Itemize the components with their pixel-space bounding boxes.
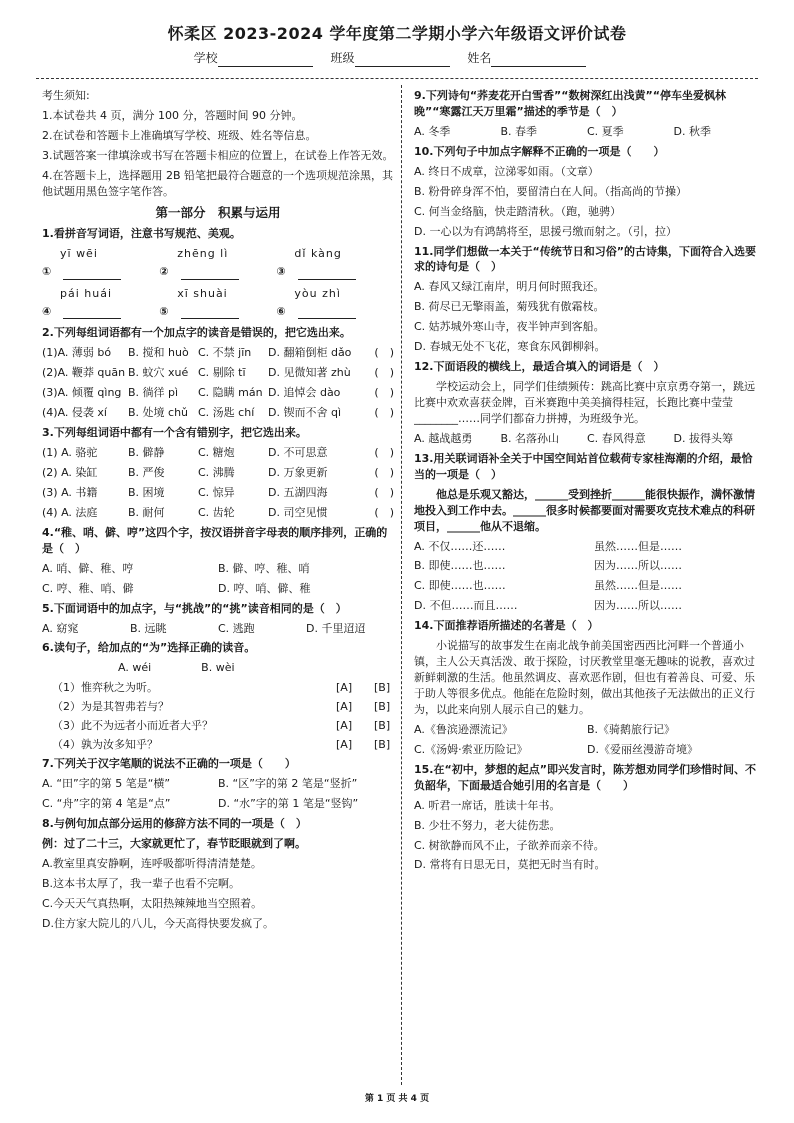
- option: B. 困境: [128, 485, 165, 499]
- q1-pinyin-row: [42, 246, 394, 262]
- notice-item: 2.在试卷和答题卡上准确填写学校、班级、姓名等信息。: [42, 128, 317, 142]
- q6-item: [42, 718, 394, 734]
- notice-item: 1.本试卷共 4 页，满分 100 分，答题时间 90 分钟。: [42, 108, 303, 122]
- q5-options: [42, 621, 394, 637]
- q3-row: [42, 445, 394, 461]
- q6-readings: [42, 660, 394, 676]
- page-footer: 第 1 页 共 4 页: [364, 1094, 430, 1104]
- option: C. 不禁 jīn: [198, 346, 252, 360]
- option[interactable]: C. 何当金络脑，快走踏清秋。（跑，驰骋）: [414, 204, 622, 218]
- q1-blank-row: [42, 304, 394, 320]
- option[interactable]: C. 姑苏城外寒山寺，夜半钟声到客船。: [414, 320, 605, 334]
- pinyin: pái huái: [60, 286, 113, 300]
- option: (3) A. 书籍: [42, 485, 98, 499]
- option[interactable]: A. 春风又绿江南岸，明月何时照我还。: [414, 280, 605, 294]
- option[interactable]: A. “田”字的第 5 笔是“横”: [42, 777, 171, 790]
- option: D. 锲而不舍 qì: [268, 406, 341, 420]
- choice-b[interactable]: [B]: [374, 700, 391, 714]
- q13-option-row[interactable]: [414, 558, 760, 574]
- option[interactable]: B.《骑鹅旅行记》: [587, 722, 676, 736]
- choice-a[interactable]: [A]: [336, 738, 353, 752]
- choice-b[interactable]: [B]: [374, 681, 391, 695]
- name-label: 姓名: [467, 51, 492, 65]
- option[interactable]: D. 常将有日思无日，莫把无时当有时。: [414, 858, 606, 872]
- option[interactable]: C.《汤姆·索亚历险记》: [414, 742, 528, 756]
- option: C. 即使……也……: [414, 579, 506, 593]
- option: (4) A. 法庭: [42, 505, 98, 519]
- option[interactable]: D. 秋季: [673, 124, 711, 138]
- blank-marker: ①: [42, 264, 52, 278]
- q4-options: [42, 581, 394, 597]
- student-info-line: [0, 50, 794, 67]
- choice-a[interactable]: [A]: [336, 681, 353, 695]
- option[interactable]: D.住方家大院儿的八儿，今天高得快要发疯了。: [42, 916, 274, 930]
- q14-options: [414, 722, 760, 738]
- q13-stem: 13.用关联词语补全关于中国空间站首位载荷专家桂海潮的介绍，最恰当的一项是（ ）: [414, 451, 753, 481]
- option: (3)A. 倾覆 qìng: [42, 386, 122, 400]
- option: B. 徜徉 pì: [128, 386, 179, 400]
- answer-blank[interactable]: [298, 269, 356, 280]
- sentence: （1）惟弈秋之为听。: [52, 681, 158, 695]
- option[interactable]: A. 越战越勇: [414, 431, 473, 445]
- answer-blank[interactable]: [63, 308, 121, 319]
- answer-paren[interactable]: ( ): [374, 505, 394, 519]
- option-second: 虽然……但是……: [594, 579, 682, 593]
- option-second: 虽然……但是……: [594, 539, 682, 553]
- name-field[interactable]: [491, 54, 586, 67]
- option[interactable]: B. 远眺: [130, 621, 167, 635]
- option: C. 沸腾: [198, 466, 235, 479]
- q7-stem: 7.下列关于汉字笔顺的说法不正确的一项是（ ）: [42, 757, 296, 771]
- q9-options: [414, 124, 760, 140]
- option: D. 司空见惯: [268, 505, 328, 519]
- option: B. 蚊穴 xué: [128, 366, 189, 380]
- option: D. 翻箱倒柜 dǎo: [268, 346, 352, 360]
- sentence: （3）此不为远者小而近者大乎？: [52, 719, 213, 733]
- option[interactable]: A. 窈窕: [42, 621, 79, 635]
- pinyin: yī wēi: [60, 246, 98, 260]
- option[interactable]: C. 哼、稚、哨、僻: [42, 581, 134, 595]
- option: (2) A. 染缸: [42, 466, 98, 479]
- option: (1)A. 薄弱 bó: [42, 346, 112, 360]
- blank-marker: ④: [42, 304, 52, 318]
- q2-row: [42, 385, 394, 401]
- option: D. 不可思意: [268, 446, 328, 460]
- column-divider: [401, 85, 402, 1085]
- choice-a[interactable]: [A]: [336, 700, 353, 714]
- option[interactable]: A.教室里真安静啊，连呼吸都听得清清楚楚。: [42, 856, 262, 870]
- q3-row: [42, 505, 394, 521]
- option: C. 齿轮: [198, 505, 235, 519]
- q8-example: 例：过了二十三，大家就更忙了，春节眨眼就到了啊。: [42, 836, 306, 850]
- blank-marker: ⑥: [276, 304, 286, 318]
- option[interactable]: B. 粉骨碎身浑不怕，要留清白在人间。（指高尚的节操）: [414, 184, 688, 198]
- q8-stem: 8.与例句加点部分运用的修辞方法不同的一项是（ ）: [42, 816, 307, 830]
- option[interactable]: A. 听君一席话，胜读十年书。: [414, 798, 561, 812]
- option: B. 搅和 huò: [128, 346, 189, 360]
- q14-stem: 14.下面推荐语所描述的名著是（ ）: [414, 619, 599, 633]
- pinyin: zhēng lì: [177, 246, 229, 260]
- notice-item: 3.试题答案一律填涂或书写在答题卡相应的位置上，在试卷上作答无效。: [42, 148, 394, 162]
- option: D. 追悼会 dào: [268, 386, 341, 400]
- q4-stem: 4.“稚、哨、僻、哼”这四个字，按汉语拼音字母表的顺序排列，正确的是（ ）: [42, 525, 388, 555]
- option[interactable]: D. 春城无处不飞花，寒食东风御柳斜。: [414, 340, 606, 354]
- option: A. 不仅……还……: [414, 539, 506, 553]
- option: B. 处境 chǔ: [128, 406, 189, 420]
- q2-stem: 2.下列每组词语都有一个加点字的读音是错误的，把它选出来。: [42, 326, 351, 340]
- option: D. 见微知著 zhù: [268, 366, 351, 380]
- q13-option-row[interactable]: [414, 598, 760, 614]
- option[interactable]: C.今天天气真热啊，太阳热辣辣地当空照着。: [42, 896, 263, 910]
- option[interactable]: D. 千里迢迢: [306, 621, 366, 635]
- pinyin: yòu zhì: [294, 286, 341, 300]
- option[interactable]: B. 僻、哼、稚、哨: [218, 561, 310, 575]
- choice-a[interactable]: [A]: [336, 719, 353, 733]
- left-column: [42, 88, 394, 936]
- q2-row: [42, 345, 394, 361]
- q11-stem: 11.同学们想做一本关于“传统节日和习俗”的古诗集，下面符合入选要求的诗句是（ ）: [414, 244, 756, 274]
- option[interactable]: C. 春风得意: [587, 431, 646, 445]
- notice-item: 4.在答题卡上，选择题用 2B 铅笔把最符合题意的一个选项规范涂黑，其他试题用黑色签字笔作答。: [42, 168, 394, 198]
- q1-stem: 1.看拼音写词语，注意书写规范、美观。: [42, 226, 241, 240]
- option[interactable]: C. “舟”字的第 4 笔是“点”: [42, 796, 171, 810]
- q7-options: [42, 796, 394, 812]
- right-column: [414, 88, 760, 877]
- answer-blank[interactable]: [181, 308, 239, 319]
- option[interactable]: D. 一心以为有鸿鹄将至，思援弓缴而射之。（引，拉）: [414, 224, 677, 238]
- option[interactable]: B. 荷尽已无擎雨盖，菊残犹有傲霜枝。: [414, 300, 605, 314]
- answer-paren[interactable]: ( ): [374, 366, 394, 380]
- option: B. 僻静: [128, 446, 165, 460]
- sentence: （2）为是其智弗若与？: [52, 700, 169, 714]
- q6-item: [42, 680, 394, 696]
- sentence: （4）孰为汝多知乎？: [52, 738, 158, 752]
- part1-title: 第一部分 积累与运用: [155, 204, 281, 220]
- option: B. 耐何: [128, 505, 165, 519]
- q4-options: [42, 561, 394, 577]
- school-field[interactable]: [218, 54, 313, 67]
- option[interactable]: B. 少壮不努力，老大徒伤悲。: [414, 818, 561, 832]
- option-second: 因为……所以……: [594, 559, 682, 573]
- q6-stem: 6.读句子，给加点的“为”选择正确的读音。: [42, 641, 256, 655]
- option[interactable]: B.这本书太厚了，我一辈子也看不完啊。: [42, 876, 241, 890]
- answer-paren[interactable]: ( ): [374, 346, 394, 360]
- choice-b[interactable]: [B]: [374, 738, 391, 752]
- q6-item: [42, 699, 394, 715]
- option: B. 即使……也……: [414, 559, 506, 573]
- q3-row: [42, 485, 394, 501]
- blank-marker: ③: [276, 264, 286, 278]
- q12-options: [414, 431, 760, 447]
- option: D. 五湖四海: [268, 485, 328, 499]
- option[interactable]: D. 拔得头筹: [673, 431, 733, 445]
- answer-blank[interactable]: [63, 269, 121, 280]
- option: D. 万象更新: [268, 466, 328, 479]
- choice-b[interactable]: [B]: [374, 719, 391, 733]
- answer-paren[interactable]: ( ): [374, 446, 394, 460]
- q1-blank-row: [42, 264, 394, 280]
- q12-passage: 学校运动会上，同学们佳绩频传：跳高比赛中京京勇夺第一，跳远比赛中欢欢喜获金牌，百米赛跑中美美摘得桂冠，长跑比赛中莹莹________……同学们都奋力拼搏，为班级争光。: [414, 380, 755, 425]
- q12-stem: 12.下面语段的横线上，最适合填入的词语是（ ）: [414, 360, 665, 374]
- q14-passage: 小说描写的故事发生在南北战争前美国密西西比河畔一个普通小镇，主人公天真活泼、敢于探险，讨厌教堂里毫无趣味的说教，喜欢过新鲜刺激的生活。他虽然调皮、喜欢恶作剧，但也有着善良、可爱、乐于助人等很多优点。他能在危险时刻，做出其他孩子无法做出的正义行为，以此来向别人展示自己的魅力。: [414, 639, 755, 716]
- option[interactable]: A.《鲁滨逊漂流记》: [414, 722, 513, 736]
- q10-stem: 10.下列句子中加点字解释不正确的一项是（ ）: [414, 144, 665, 158]
- pinyin: dǐ kàng: [294, 246, 342, 260]
- q2-row: [42, 365, 394, 381]
- option: (4)A. 侵袭 xí: [42, 406, 107, 420]
- option-second: 因为……所以……: [594, 599, 682, 613]
- q15-stem: 15.在“初中，梦想的起点”即兴发言时，陈芳想劝同学们珍惜时间、不负韶华，下面最适合她引用的名言是（ ）: [414, 762, 756, 792]
- option: (2)A. 鞭莽 quān: [42, 366, 126, 380]
- school-label: 学校: [193, 51, 218, 65]
- answer-paren[interactable]: ( ): [374, 466, 394, 479]
- option: C. 汤匙 chí: [198, 406, 255, 420]
- option: B. 严俊: [128, 466, 165, 479]
- class-field[interactable]: [355, 54, 450, 67]
- option: C. 剔除 tī: [198, 366, 246, 380]
- exam-title: 怀柔区 2023-2024 学年度第二学期小学六年级语文评价试卷: [167, 24, 627, 43]
- option[interactable]: B. 春季: [500, 124, 538, 138]
- q5-stem: 5.下面词语中的加点字，与“挑战”的“挑”读音相同的是（ ）: [42, 601, 347, 615]
- q9-stem: 9.下列诗句“荞麦花开白雪香”“数树深红出浅黄”“停车坐爱枫林晚”“寒露江天万里霜”描述的季节是（ ）: [414, 89, 726, 118]
- class-label: 班级: [330, 51, 355, 65]
- option[interactable]: D. “水”字的第 1 笔是“竖钩”: [218, 796, 359, 810]
- option: C. 糖炮: [198, 446, 235, 460]
- reading-a: A. wéi: [118, 661, 152, 675]
- q3-stem: 3.下列每组词语中都有一个含有错别字，把它选出来。: [42, 426, 307, 440]
- pinyin: xī shuài: [177, 286, 228, 300]
- blank-marker: ②: [159, 264, 169, 278]
- answer-paren[interactable]: ( ): [374, 485, 394, 499]
- answer-blank[interactable]: [181, 269, 239, 280]
- q13-option-row[interactable]: [414, 578, 760, 594]
- option: (1) A. 骆驼: [42, 446, 98, 460]
- notice-heading: 考生须知:: [42, 89, 90, 102]
- q7-options: [42, 776, 394, 792]
- q13-option-row[interactable]: [414, 539, 760, 555]
- option: D. 不但……而且……: [414, 599, 518, 613]
- option[interactable]: A. 冬季: [414, 124, 451, 138]
- top-divider: [36, 78, 758, 79]
- q13-passage: 他总是乐观又豁达，______受到挫折______能很快振作，满怀激情地投入到工作中去。______很多时候都要面对需要攻克技术难点的科研项目，______他从不退缩。: [414, 487, 755, 533]
- option[interactable]: A. 哨、僻、稚、哼: [42, 561, 134, 575]
- option[interactable]: B. “区”字的第 2 笔是“竖折”: [218, 777, 358, 790]
- option[interactable]: D.《爱丽丝漫游奇境》: [587, 742, 698, 756]
- answer-paren[interactable]: ( ): [374, 386, 394, 400]
- option[interactable]: D. 哼、哨、僻、稚: [218, 581, 311, 595]
- option[interactable]: C. 树欲静而风不止，子欲养而亲不待。: [414, 838, 605, 852]
- answer-paren[interactable]: ( ): [374, 406, 394, 420]
- option[interactable]: C. 逃跑: [218, 621, 255, 635]
- q14-options: [414, 742, 760, 758]
- reading-b: B. wèi: [201, 661, 235, 675]
- q3-row: [42, 465, 394, 481]
- answer-blank[interactable]: [298, 308, 356, 319]
- option[interactable]: B. 名落孙山: [500, 431, 560, 445]
- option: C. 隐瞒 mán: [198, 386, 263, 400]
- q6-item: [42, 737, 394, 753]
- option[interactable]: C. 夏季: [587, 124, 624, 138]
- q2-row: [42, 405, 394, 421]
- blank-marker: ⑤: [159, 304, 169, 318]
- option: C. 惊异: [198, 485, 235, 499]
- option[interactable]: A. 终日不成章，泣涕零如雨。（文章）: [414, 164, 599, 178]
- q1-pinyin-row: [42, 286, 394, 302]
